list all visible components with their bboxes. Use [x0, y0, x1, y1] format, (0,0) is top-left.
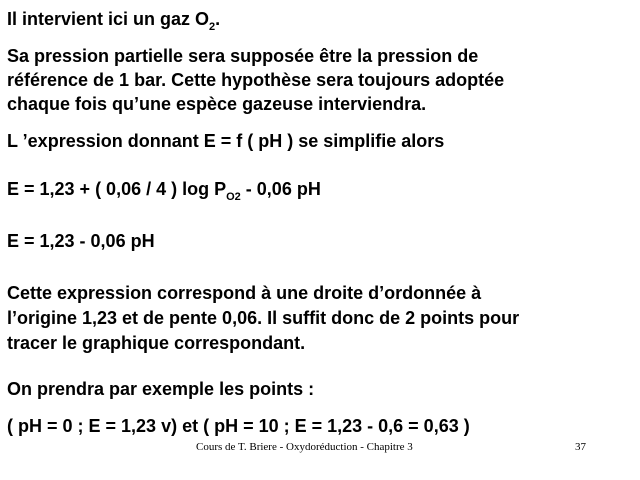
gas-statement-suffix: . — [215, 9, 221, 29]
equation-full-main: E = 1,23 + ( 0,06 / 4 ) log P — [7, 179, 227, 199]
hypothesis-line-2: référence de 1 bar. Cette hypothèse sera toujours adoptée — [7, 70, 505, 90]
hypothesis-line-3: chaque fois qu’une espèce gazeuse interviendra. — [7, 94, 427, 114]
page-number: 37 — [575, 441, 586, 453]
simplify-statement: L ’expression donnant E = f ( pH ) se simplifie alors — [7, 131, 445, 151]
gas-subscript: 2 — [209, 21, 216, 33]
equation-full — [7, 177, 321, 204]
hypothesis-line-1: Sa pression partielle sera supposée être la pression de — [7, 46, 479, 66]
explanation-line-1: Cette expression correspond à une droite d’ordonnée à — [7, 283, 482, 303]
gas-statement-text: Il intervient ici un gaz O — [7, 9, 210, 29]
gas-statement — [7, 7, 220, 34]
equation-simple: E = 1,23 - 0,06 pH — [7, 231, 155, 251]
footer-course-title: Cours de T. Briere - Oxydoréduction - Chapitre 3 — [196, 441, 413, 453]
explanation-line-2: l’origine 1,23 et de pente 0,06. Il suffit donc de 2 points pour — [7, 308, 520, 328]
equation-subscript: O2 — [226, 191, 241, 203]
equation-full-tail: - 0,06 pH — [240, 179, 321, 199]
example-points: ( pH = 0 ; E = 1,23 v) et ( pH = 10 ; E = 1,23 - 0,6 = 0,63 ) — [7, 416, 470, 436]
explanation-line-3: tracer le graphique correspondant. — [7, 333, 306, 353]
example-intro: On prendra par exemple les points : — [7, 379, 315, 399]
